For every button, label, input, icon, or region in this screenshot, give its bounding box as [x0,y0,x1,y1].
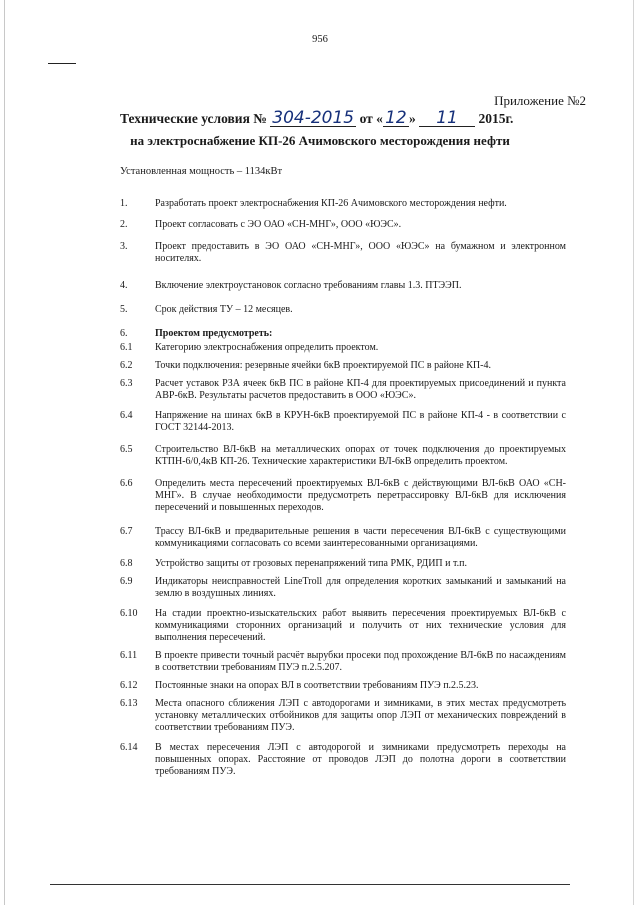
page-number: 956 [312,34,328,45]
list-item-number: 3. [120,241,128,252]
list-item-number: 6.8 [120,558,133,569]
list-item-number: 6.6 [120,478,133,489]
list-item [120,198,566,210]
installed-power: Установленная мощность – 1134кВт [120,166,283,177]
list-item-text: В проекте привести точный расчёт вырубки просеки под прохождение ВЛ-6кВ по насаждениям в соответствии требованиям ПУЭ п.2.5.207. [155,650,566,673]
list-item [120,378,566,402]
list-item [120,680,566,692]
list-item-number: 6.3 [120,378,133,389]
list-item-text: Трассу ВЛ-6кВ и предварительные решения в части пересечения ВЛ-6кВ с существующими коммуникациями согласовать со всеми заинтересованными организациями. [155,526,566,549]
list-item [120,219,566,231]
list-item-number: 6.2 [120,360,133,371]
list-item [120,698,566,734]
list-item-number: 2. [120,219,128,230]
list-item-text: Проект согласовать с ЭО ОАО «СН-МНГ», ООО «ЮЭС». [155,219,402,230]
tu-number-handwritten: 304-2015 [270,110,356,127]
bottom-rule [50,884,570,885]
requirements-list [120,192,566,778]
list-item [120,576,566,600]
tu-header [120,110,590,127]
list-item [120,360,566,372]
appendix-label: Приложение №2 [494,93,586,108]
list-item [120,304,566,316]
list-item-number: 6.4 [120,410,133,421]
list-item-text: Расчет уставок РЗА ячеек 6кВ ПС в районе КП-4 для проектируемых присоединений и пункта АВР-6кВ. Результаты расчетов предоставить в ООО «ЮЭС». [155,378,566,401]
list-item [120,558,566,570]
list-item-number: 5. [120,304,128,315]
list-item-number: 6.11 [120,650,138,661]
list-item-text: Срок действия ТУ – 12 месяцев. [155,304,293,315]
list-item [120,342,566,354]
list-item-text: Определить места пересечений проектируемых ВЛ-6кВ с действующими ВЛ-6кВ ОАО «СН-МНГ». В случае необходимости предусмотреть перетрассировку ВЛ-6кВ для исключения пересечений и повышенных переходов. [155,478,566,513]
list-item-text: Точки подключения: резервные ячейки 6кВ проектируемой ПС в районе КП-4. [155,360,491,371]
list-item-text: Места опасного сближения ЛЭП с автодорогами и зимниками, в этих местах предусмотреть установку металлических отбойников для защиты опор ЛЭП от механических повреждений в соответствии требованиям ПУЭ. [155,698,566,733]
list-item-number: 1. [120,198,128,209]
tu-month-handwritten: 11 [419,110,475,127]
list-item-text: Строительство ВЛ-6кВ на металлических опорах от точек подключения до проектируемых КТПН-6/0,4кВ КП-26. Технические характеристики ВЛ-6кВ определить проектом. [155,444,566,467]
list-item-text: Разработать проект электроснабжения КП-26 Ачимовского месторождения нефти. [155,198,507,209]
list-item-number: 6. [120,328,128,339]
tu-date-mid: » [408,111,416,126]
list-item-number: 6.9 [120,576,133,587]
tu-year: 2015г. [478,111,514,126]
list-item-text: Категорию электроснабжения определить проектом. [155,342,379,353]
list-item [120,478,566,514]
list-item-number: 6.13 [120,698,138,709]
list-item [120,608,566,644]
list-item [120,650,566,674]
list-item-text: Включение электроустановок согласно требованиям главы 1.3. ПТЭЭП. [155,280,462,291]
list-item-text: Напряжение на шинах 6кВ в КРУН-6кВ проектируемой ПС в районе КП-4 - в соответствии с ГОСТ 32144-2013. [155,410,566,433]
list-item [120,280,566,292]
top-rule [48,63,76,64]
document-subtitle: на электроснабжение КП-26 Ачимовского месторождения нефти [130,133,510,148]
list-item [120,526,566,550]
list-item-number: 6.7 [120,526,133,537]
list-item-text: Устройство защиты от грозовых перенапряжений типа РМК, РДИП и т.п. [155,558,467,569]
list-item-text: В местах пересечения ЛЭП с автодорогой и зимниками предусмотреть переходы на повышенных опорах. Расстояние от проводов ЛЭП до полотна дороги в соответствии требованиям ПУЭ. [155,742,566,777]
list-item-number: 6.14 [120,742,138,753]
list-item [120,742,566,778]
list-item-number: 6.12 [120,680,138,691]
list-item-number: 6.1 [120,342,133,353]
tu-from-label: от « [359,111,383,126]
list-item-text: Проектом предусмотреть: [155,328,273,339]
list-item-text: Постоянные знаки на опорах ВЛ в соответствии требованиям ПУЭ п.2.5.23. [155,680,479,691]
list-item-number: 4. [120,280,128,291]
list-item-text: Проект предоставить в ЭО ОАО «СН-МНГ», ООО «ЮЭС» на бумажном и электронном носителях. [155,241,566,264]
list-item [120,410,566,434]
list-item [120,241,566,265]
list-item-number: 6.10 [120,608,138,619]
list-item [120,328,566,340]
list-item [120,444,566,468]
list-item-text: Индикаторы неисправностей LineTroll для определения коротких замыканий и замыканий на землю в воздушных линиях. [155,576,566,599]
tu-header-prefix: Технические условия № [120,111,267,126]
list-item-text: На стадии проектно-изыскательских работ выявить пересечения проектируемых ВЛ-6кВ с коммуникациями сторонних организаций и получить от них технические условия для выполнения пересечений. [155,608,566,643]
list-item-number: 6.5 [120,444,133,455]
tu-day-handwritten: 12 [383,110,409,127]
